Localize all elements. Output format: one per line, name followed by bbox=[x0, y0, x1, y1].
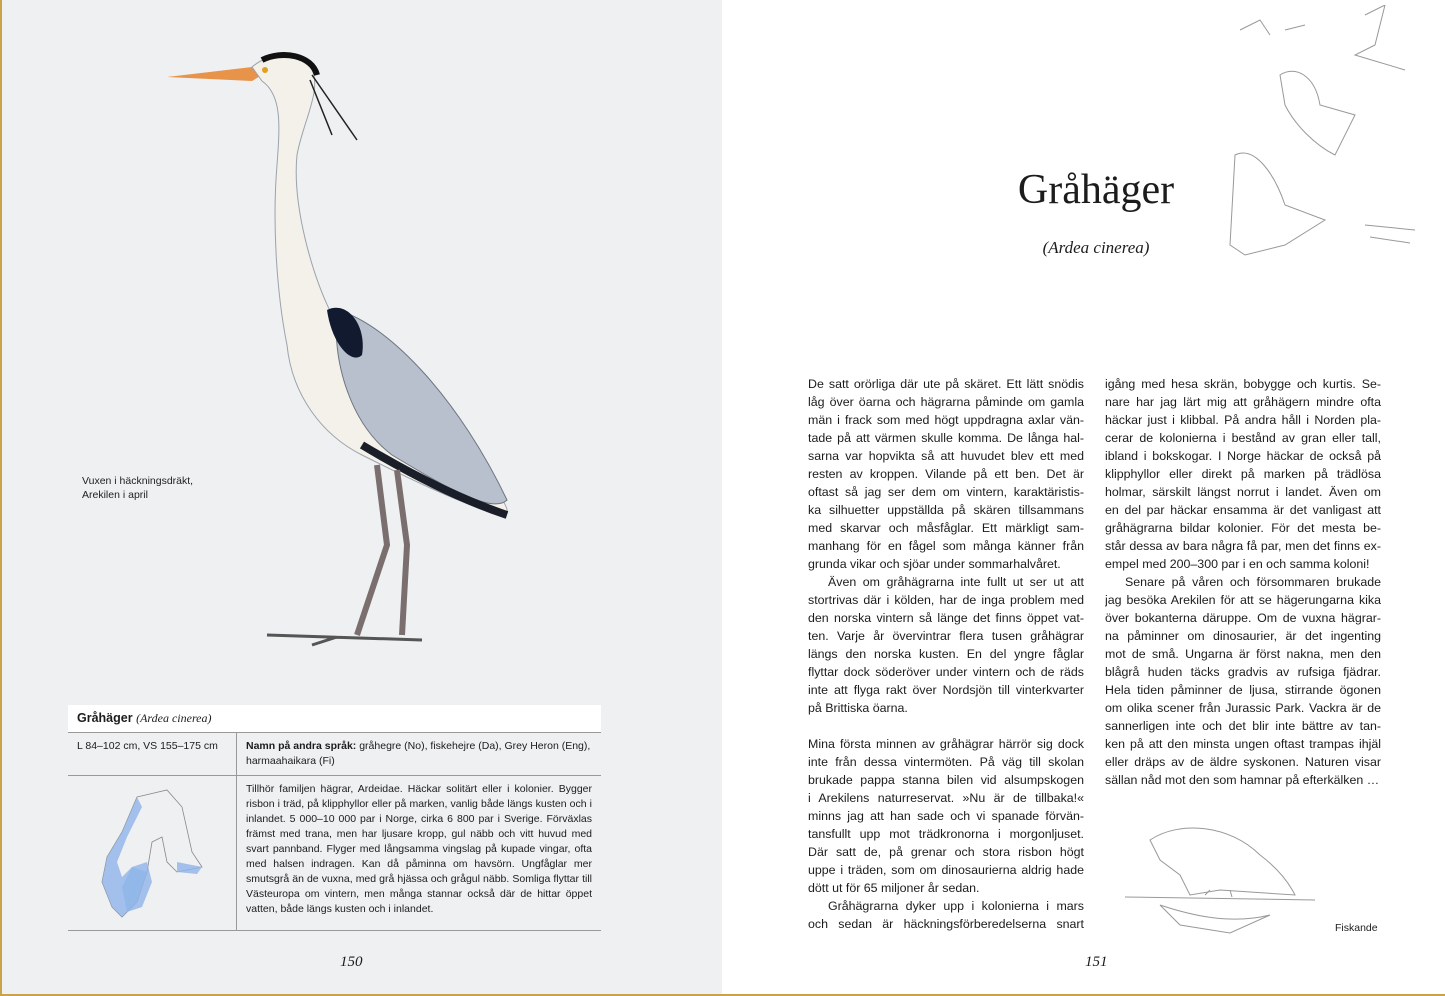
heron-illustration bbox=[162, 45, 542, 655]
text-line: na påminner om dinosaurier, är det ingenting bbox=[1105, 629, 1381, 643]
text-line: manhang för en fågel som många känner från bbox=[808, 539, 1084, 553]
text-line: inte från dessa vintermöten. På väg till skolan bbox=[808, 755, 1084, 769]
text-line: empel med 200–300 par i en och samma koloni! bbox=[1105, 557, 1370, 571]
text-line: klipphyllor eller direkt på marken på trädlösa bbox=[1105, 467, 1381, 481]
text-line: inte att flyga rakt över Nordsjön till vinterkvarter bbox=[808, 683, 1084, 697]
caption-line: Vuxen i häckningsdräkt, bbox=[82, 475, 194, 487]
left-page bbox=[0, 0, 722, 996]
text-line: över bokanterna däruppe. Om de vuxna hägrar- bbox=[1105, 611, 1381, 625]
text-line: mot de små. Ungarna är först nakna, men den bbox=[1105, 647, 1381, 661]
text-line: Mina första minnen av gråhägrar härrör sig dock bbox=[808, 737, 1084, 751]
text-line: gråhägrarna bildar kolonier. För det mesta be- bbox=[1105, 521, 1381, 535]
flying-herons-sketch bbox=[1225, 5, 1425, 270]
fishing-heron-sketch bbox=[1120, 815, 1320, 945]
text-line: grunda vikar och sjöar under sommarhalvåret. bbox=[808, 557, 1061, 571]
text-line: De satt orörliga där ute på skäret. Ett lätt snödis bbox=[808, 377, 1084, 391]
text-line: resten av kroppen. Vilande på ett ben. Det är bbox=[808, 467, 1084, 481]
page-number: 151 bbox=[1085, 954, 1108, 970]
text-line: flyttar dock söderöver under vintern och de räds bbox=[808, 665, 1084, 679]
text-line: sällan nåd mot den som hamnar på efterkälken … bbox=[1105, 773, 1380, 787]
page-number: 150 bbox=[340, 954, 363, 970]
text-line: Även om gråhägrarna inte fullt ut ser ut att bbox=[828, 575, 1084, 589]
paragraph-gap bbox=[808, 717, 1084, 735]
chapter-subtitle: (Ardea cinerea) bbox=[1042, 238, 1150, 257]
text-line: och sedan är häckningsförberedelserna snart bbox=[808, 917, 1084, 931]
text-line: oftast så jag ser dem om vintern, karaktäristis- bbox=[808, 485, 1084, 499]
text-line: med skarvar och måsfåglar. Ett märkligt sam- bbox=[808, 521, 1084, 535]
text-line: ka silhuetter uppställda på skären tillsammans bbox=[808, 503, 1084, 517]
text-line: igång med hesa skrän, bobygge och kurtis. Se- bbox=[1105, 377, 1381, 391]
text-line: cerar de kolonierna i bestånd av gran eller tall, bbox=[1105, 431, 1381, 445]
illustration-caption bbox=[82, 474, 193, 502]
species-name: Gråhäger bbox=[77, 711, 133, 725]
text-line: ibland i bokskogar. I Norge häckar de också på bbox=[1105, 449, 1381, 463]
chapter-title: Gråhäger bbox=[1017, 167, 1175, 213]
text-column-1 bbox=[808, 375, 1084, 933]
text-line: brukade pappa stanna bilen vid alsumpskogen bbox=[808, 773, 1084, 787]
sketch-caption: Fiskande bbox=[1335, 922, 1378, 934]
text-line: minns jag att han sade och vi spanade förvän- bbox=[808, 809, 1084, 823]
text-line: tade på att värmen skulle komma. De långa hal- bbox=[808, 431, 1084, 445]
species-description: Tillhör familjen hägrar, Ardeidae. Häckar solitärt eller i kolonier. Bygger risbon i träd, på klipphyllor eller på marken, vanlig både längs kusten och i inlandet. 5 000–10 000 par i Norge, cirka 6 800 par i Sverige. Förväxlas främst med trana, men har ljusare kropp, gul näbb och vitt huvud med svart pannband. Flyger med långsamma vingslag på kupade vingar, ofta med halsen indragen. Kan då påminna om havsörn. Ungfåglar mer smutsgrå än de vuxna, med grå hjässa och grågul näbb. Somliga flyttar till Västeuropa om vintern, men många stannar också där de hittar öppet vatten, både längs kusten och i inlandet. bbox=[246, 783, 592, 915]
text-line: sarna var hopvikta så att huvudet blev ett med bbox=[808, 449, 1084, 463]
text-line: låg över öarna och hägrarna påminde om gamla bbox=[808, 395, 1084, 409]
text-line: Gråhägrarna dyker upp i kolonierna i mars bbox=[828, 899, 1084, 913]
text-line: nare har jag lärt mig att gråhägern mindre ofta bbox=[1105, 395, 1381, 409]
scandinavia-map bbox=[77, 782, 227, 922]
text-line: holmar, särskilt längst norrut i landet. Även om bbox=[1105, 485, 1381, 499]
text-line: dött ut för 65 miljoner år sedan. bbox=[808, 881, 980, 895]
text-line: jag besöka Arekilen för att se hägerungarna kika bbox=[1105, 593, 1381, 607]
infobox-header bbox=[68, 705, 601, 733]
text-line: ken på att den minsta ungen oftast trampas ihjäl bbox=[1105, 737, 1381, 751]
text-line: tansfullt upp mot trädkronorna i morgonljuset. bbox=[808, 827, 1084, 841]
species-size: L 84–102 cm, VS 155–175 cm bbox=[68, 733, 237, 775]
text-line: eller dräps av de äldre syskonen. Naturen visar bbox=[1105, 755, 1381, 769]
text-line: den norska vintern så länge det finns öppet vat- bbox=[808, 611, 1084, 625]
text-line: Senare på våren och försommaren brukade bbox=[1125, 575, 1381, 589]
text-line: står dessa av bara några få par, men det finns ex- bbox=[1105, 539, 1381, 553]
text-line: Hela tiden påminner de ljusa, stirrande ögonen bbox=[1105, 683, 1381, 697]
text-line: ten. Varje år övervintrar flera tusen gråhägrar bbox=[808, 629, 1084, 643]
text-line: längs den norska kusten. En del yngre fåglar bbox=[808, 647, 1084, 661]
text-line: i Arekilens naturreservat. »Nu är de tillbaka!« bbox=[808, 791, 1084, 805]
text-line: Där satt de, på grenar och stora risbon högt bbox=[808, 845, 1084, 859]
text-line: sannerligen inte och det blir inte bättre av tan- bbox=[1105, 719, 1381, 733]
text-line: stortrivas där i kölden, har de inga problem med bbox=[808, 593, 1084, 607]
species-infobox bbox=[68, 705, 601, 931]
caption-line: Arekilen i april bbox=[82, 489, 148, 501]
text-line: om olika scener från Jurassic Park. Vackra är de bbox=[1105, 701, 1381, 715]
text-line: uppe i träden, som om dinosaurierna aldrig hade bbox=[808, 863, 1084, 877]
text-line: på Brittiska öarna. bbox=[808, 701, 908, 715]
other-names-label: Namn på andra språk: bbox=[246, 740, 357, 752]
species-latin: (Ardea cinerea) bbox=[136, 711, 212, 725]
text-line: blågrå huden täcks gradvis av rufsiga fjädrar. bbox=[1105, 665, 1381, 679]
text-line: häckar just i klibbal. På andra håll i Norden pla- bbox=[1105, 413, 1381, 427]
text-column-2 bbox=[1105, 375, 1381, 789]
other-names bbox=[237, 733, 601, 775]
other-names-value: gråhegre (No), fiskehejre (Da), Grey Heron (Eng), harmaahaikara (Fi) bbox=[246, 740, 591, 767]
text-line: en del par häckar ensamma är det vanligast att bbox=[1105, 503, 1381, 517]
distribution-map bbox=[68, 776, 237, 930]
text-line: män i frack som med högt uppdragna axlar vän- bbox=[808, 413, 1084, 427]
